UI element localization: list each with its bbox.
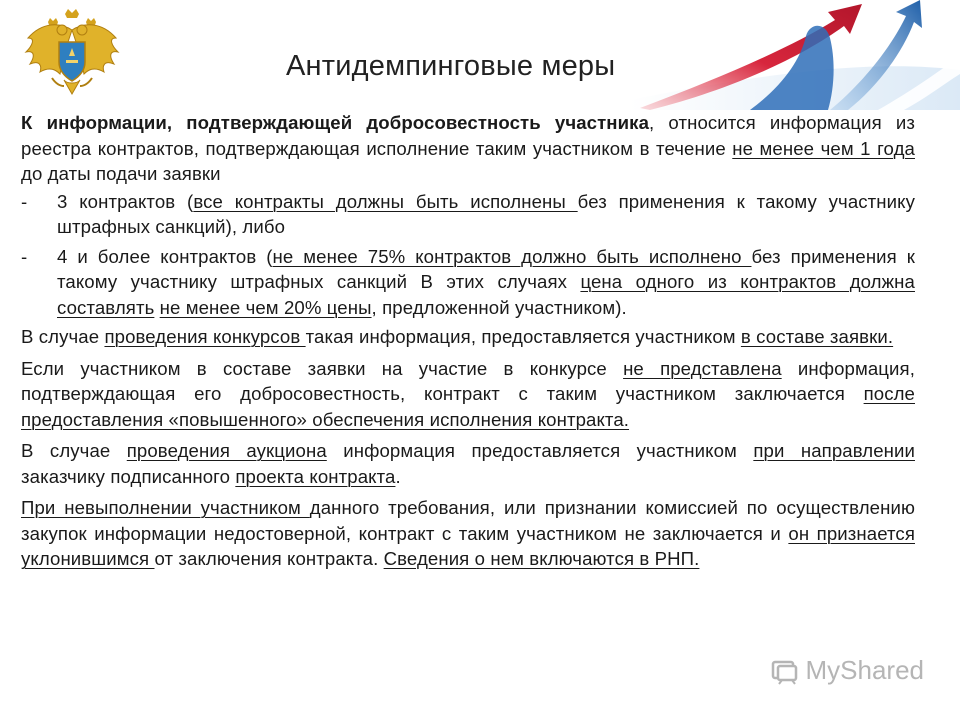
paragraph-participant-info [21, 110, 915, 187]
underlined-text: в составе заявки. [740, 326, 894, 347]
red-blue-arrow-swoosh-icon [630, 0, 960, 110]
text-segment: В случае [21, 440, 127, 461]
underlined-text: все контракты должны быть исполнены [193, 190, 578, 212]
text-segment: , относится информация из реестра контрактов, подтверждающая исполнение таким участником в течение [21, 112, 916, 159]
underlined-text: не менее 75% контрактов должно быть исполнено [272, 245, 752, 267]
underlined-text: Сведения о нем включаются в РНП. [383, 548, 700, 569]
paragraph-auction [21, 438, 915, 489]
underlined-text: при направлении [753, 440, 915, 461]
text-segment: от заключения контракта. [154, 548, 384, 569]
underlined-text: проведения аукциона [126, 440, 327, 461]
myshared-logo-icon [770, 656, 800, 686]
list-item-3-contracts [21, 189, 915, 240]
text-segment: заказчику подписанного [21, 465, 236, 487]
text-segment: данного требования, или признании комиссией по осуществлению закупок информации недостоверной, контракт с таким участником не заключается и [21, 497, 915, 544]
emblem-icon [22, 8, 122, 102]
text-segment: информация предоставляется участником [326, 440, 754, 461]
underlined-text: цена одного из контрактов должна составлять [57, 271, 915, 318]
underlined-text: не менее чем 1 года [732, 137, 915, 159]
list-item-4-contracts [21, 244, 915, 321]
bold-lead-text: К информации, подтверждающей добросовестность участника [21, 112, 650, 133]
text-segment: без применения к такому участнику штрафных санкций), либо [57, 190, 915, 237]
paragraph-tenders [21, 324, 915, 350]
text-segment: 3 контрактов ( [57, 190, 194, 212]
slide-title: Антидемпинговые меры [286, 50, 616, 82]
text-segment: такая информация, предоставляется участником [305, 326, 741, 347]
list-dash: - [21, 245, 28, 267]
text-segment: Если участником в составе заявки на участие в конкурсе [21, 357, 624, 379]
text-segment: 4 и более контрактов ( [57, 245, 273, 267]
underlined-text: он признается уклонившимся [21, 522, 915, 569]
slide-body [21, 110, 915, 578]
list-item-text [57, 244, 915, 321]
text-segment: информация, подтверждающая его добросовестность, контракт с таким участником заключается [21, 357, 915, 404]
text-segment: В случае [21, 326, 105, 347]
text-segment: , предложенной участником). [371, 296, 627, 318]
underlined-text: При невыполнении участником [21, 497, 310, 518]
myshared-watermark [770, 655, 925, 686]
paragraph-not-provided [21, 356, 915, 433]
underlined-text: не представлена [623, 357, 782, 379]
text-segment: без применения к такому участнику штрафных санкций В этих случаях [57, 245, 915, 292]
list-item-text [57, 189, 915, 240]
underlined-text: не менее чем 20% цены [159, 296, 372, 318]
text-segment: до даты подачи заявки [21, 163, 221, 184]
underlined-text: после предоставления «повышенного» обеспечения исполнения контракта. [21, 383, 915, 430]
underlined-text: проекта контракта [235, 465, 396, 487]
watermark-text: MyShared [805, 655, 924, 685]
underlined-text: проведения конкурсов [104, 326, 306, 347]
list-dash: - [21, 190, 28, 212]
paragraph-non-compliance [21, 495, 915, 572]
text-segment: . [395, 465, 401, 487]
